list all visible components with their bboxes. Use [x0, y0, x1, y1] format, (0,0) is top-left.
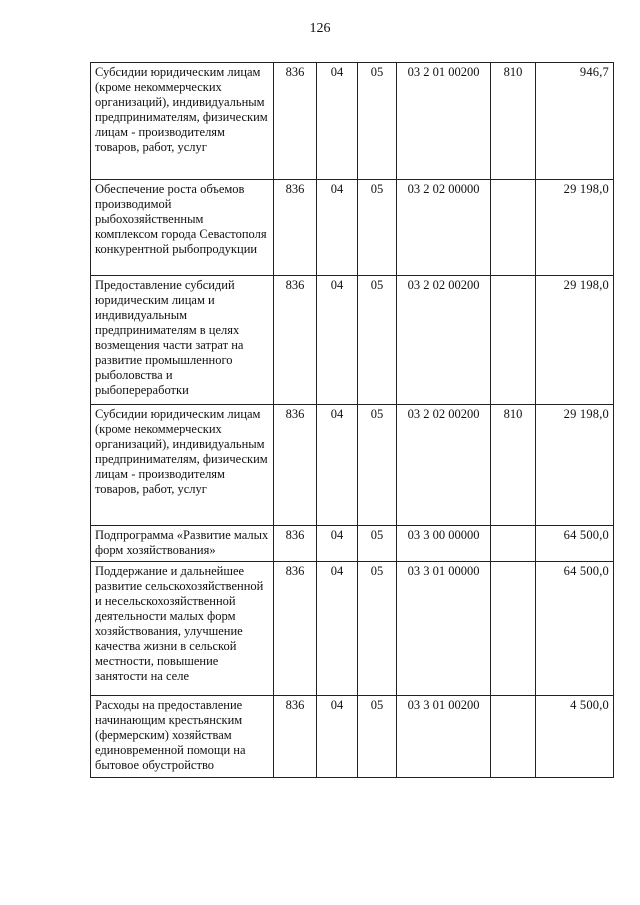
row-subsection: 05	[358, 405, 397, 526]
row-amount	[536, 405, 614, 526]
table-row	[91, 562, 614, 696]
row-amount	[536, 63, 614, 180]
row-subsection: 05	[358, 696, 397, 778]
row-amount-value: 29 198,0	[563, 278, 609, 292]
table-row	[91, 696, 614, 778]
row-subsection: 05	[358, 526, 397, 562]
row-expense-type: 810	[491, 405, 536, 526]
row-target-code: 03 2 01 00200	[397, 63, 491, 180]
page-number: 126	[309, 21, 331, 36]
row-expense-type	[491, 276, 536, 405]
row-admin-code: 836	[274, 180, 317, 276]
row-expense-type: 810	[491, 63, 536, 180]
row-amount-value: 64 500,0	[563, 528, 609, 542]
table-row	[91, 276, 614, 405]
row-amount	[536, 562, 614, 696]
row-amount-value: 64 500,0	[563, 564, 609, 578]
table-row	[91, 180, 614, 276]
table-row	[91, 526, 614, 562]
row-amount-value: 946,7	[579, 65, 609, 79]
row-name: Предоставление субсидий юридическим лицам и индивидуальным предпринимателям в целях возмещения части затрат на развитие промышленного рыболовства и рыбопереработки	[91, 276, 274, 405]
row-amount-value: 4 500,0	[570, 698, 609, 712]
budget-table	[90, 62, 614, 778]
row-amount	[536, 180, 614, 276]
row-amount-value: 29 198,0	[563, 407, 609, 421]
row-section: 04	[317, 405, 358, 526]
row-name: Поддержание и дальнейшее развитие сельскохозяйственной и несельскохозяйственной деятельности малых форм хозяйствования, улучшение качества жизни в сельской местности, повышение занятости на селе	[91, 562, 274, 696]
row-expense-type	[491, 562, 536, 696]
row-section: 04	[317, 696, 358, 778]
row-target-code: 03 3 01 00000	[397, 562, 491, 696]
row-amount	[536, 276, 614, 405]
row-subsection: 05	[358, 276, 397, 405]
row-target-code: 03 2 02 00200	[397, 276, 491, 405]
row-admin-code: 836	[274, 63, 317, 180]
row-name: Обеспечение роста объемов производимой рыбохозяйственным комплексом города Севастополя конкурентной рыбопродукции	[91, 180, 274, 276]
row-admin-code: 836	[274, 526, 317, 562]
row-target-code: 03 2 02 00000	[397, 180, 491, 276]
row-name: Расходы на предоставление начинающим крестьянским (фермерским) хозяйствам единовременной помощи на бытовое обустройство	[91, 696, 274, 778]
row-amount	[536, 696, 614, 778]
row-target-code: 03 3 01 00200	[397, 696, 491, 778]
row-admin-code: 836	[274, 276, 317, 405]
row-name: Субсидии юридическим лицам (кроме некоммерческих организаций), индивидуальным предпринимателям, физическим лицам - производителям товаров, работ, услуг	[91, 63, 274, 180]
row-admin-code: 836	[274, 562, 317, 696]
table-row	[91, 405, 614, 526]
row-amount	[536, 526, 614, 562]
row-expense-type	[491, 526, 536, 562]
row-section: 04	[317, 276, 358, 405]
row-section: 04	[317, 63, 358, 180]
row-target-code: 03 2 02 00200	[397, 405, 491, 526]
row-section: 04	[317, 562, 358, 696]
row-subsection: 05	[358, 562, 397, 696]
row-expense-type	[491, 696, 536, 778]
row-admin-code: 836	[274, 405, 317, 526]
row-subsection: 05	[358, 63, 397, 180]
row-expense-type	[491, 180, 536, 276]
table-row	[91, 63, 614, 180]
row-target-code: 03 3 00 00000	[397, 526, 491, 562]
row-section: 04	[317, 526, 358, 562]
row-admin-code: 836	[274, 696, 317, 778]
row-name: Субсидии юридическим лицам (кроме некоммерческих организаций), индивидуальным предпринимателям, физическим лицам - производителям товаров, работ, услуг	[91, 405, 274, 526]
row-section: 04	[317, 180, 358, 276]
row-amount-value: 29 198,0	[563, 182, 609, 196]
row-name: Подпрограмма «Развитие малых форм хозяйствования»	[91, 526, 274, 562]
row-subsection: 05	[358, 180, 397, 276]
